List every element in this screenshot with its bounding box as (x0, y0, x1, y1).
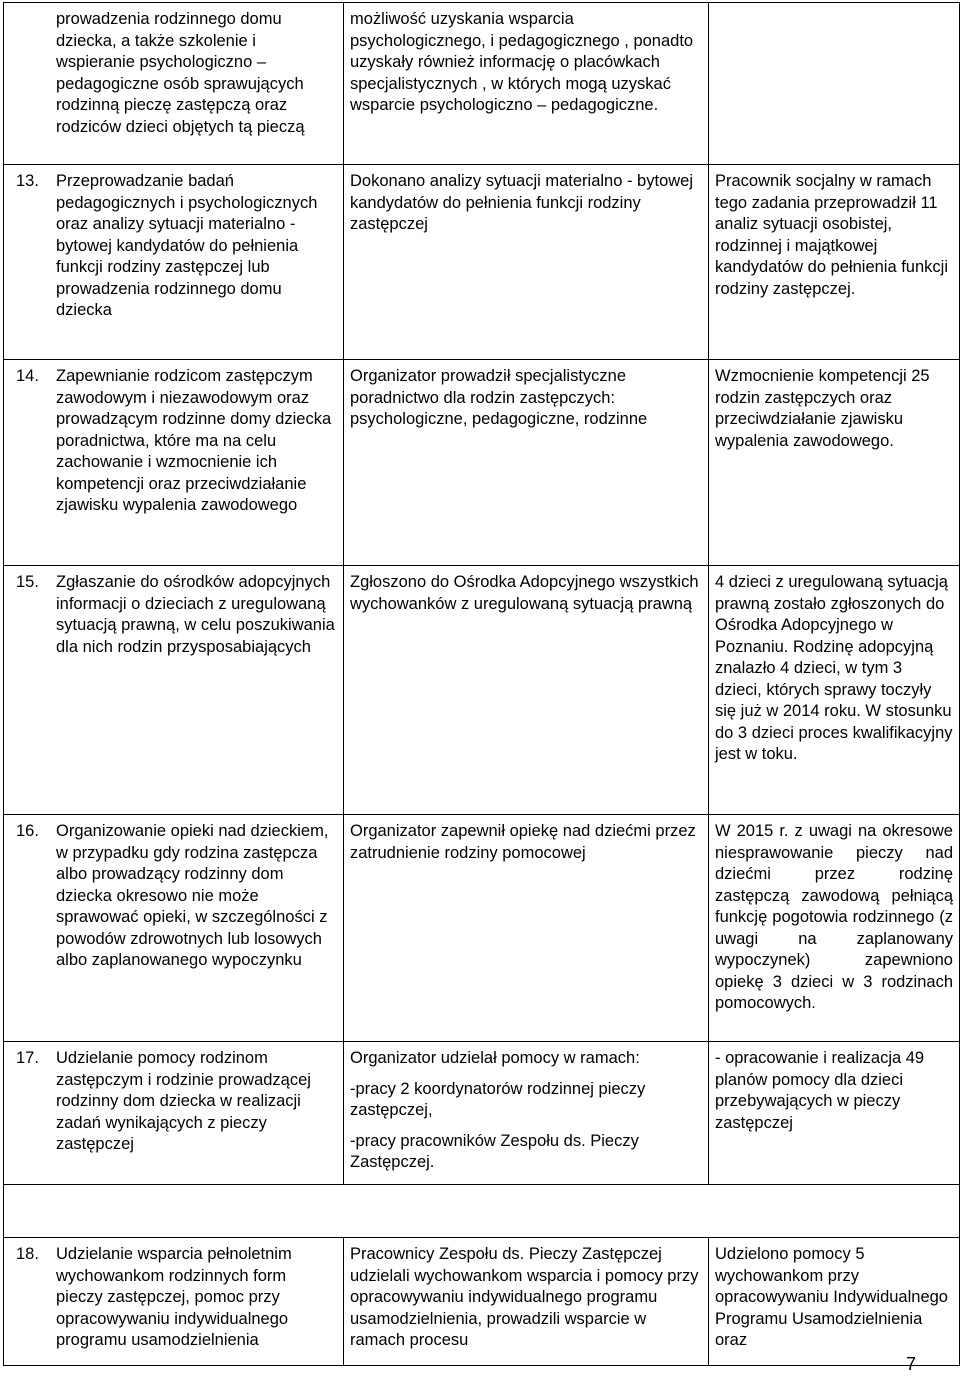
method-cell (344, 3, 709, 165)
task-text: Udzielanie pomocy rodzinom zastępczym i rodzinie prowadzącej rodzinny dom dziecka w realizacji zadań wynikających z pieczy zastępczej (56, 1049, 311, 1153)
table-row (4, 1042, 960, 1185)
method-text: -pracy pracowników Zespołu ds. Pieczy Zastępczej. (350, 1131, 639, 1171)
page-number: 7 (906, 1354, 917, 1374)
result-cell (709, 3, 960, 165)
task-cell (4, 1042, 344, 1185)
result-text: Udzielono pomocy 5 wychowankom przy opracowywaniu Indywidualnego Programu Usamodzielnienia oraz (715, 1245, 948, 1349)
method-text: Organizator zapewnił opiekę nad dziećmi przez zatrudnienie rodziny pomocowej (350, 822, 696, 862)
method-text: Pracownicy Zespołu ds. Pieczy Zastępczej udzielali wychowankom wsparcia i pomocy przy opracowywaniu indywidualnego programu usamodzielnienia, prowadzili wsparcie w ramach procesu (350, 1245, 699, 1349)
table-gap (4, 1185, 960, 1238)
result-cell (709, 1042, 960, 1185)
table-row (4, 3, 960, 165)
row-number (10, 9, 56, 138)
method-cell (344, 1042, 709, 1185)
task-text: Zapewnianie rodzicom zastępczym zawodowym i niezawodowym oraz prowadzącym rodzinne domy dziecka poradnictwa, które ma na celu zachowanie i wzmocnienie ich kompetencji oraz przeciwdziałanie zjawisku wypalenia zawodowego (56, 367, 332, 514)
task-text: Przeprowadzanie badań pedagogicznych i psychologicznych oraz analizy sytuacji materialno - bytowej kandydatów do pełnienia funkcji rodziny zastępczej lub prowadzenia rodzinnego domu dziecka (56, 172, 318, 319)
method-text: Zgłoszono do Ośrodka Adopcyjnego wszystkich wychowanków z uregulowaną sytuacją prawną (350, 573, 699, 613)
method-cell (344, 165, 709, 360)
row-number: 15. (16, 573, 39, 591)
task-text: Udzielanie wsparcia pełnoletnim wychowankom rodzinnych form pieczy zastępczej, pomoc przy opracowywaniu indywidualnego programu usamodzielnienia (56, 1245, 292, 1349)
task-cell (4, 3, 344, 165)
task-cell (4, 165, 344, 360)
result-text: W 2015 r. z uwagi na okresowe niesprawowanie pieczy nad dziećmi przez rodzinę zastępczą zawodową pełniącą funkcję pogotowia rodzinnego (z uwagi na zaplanowany wypoczynek) zapewniono opiekę 3 dzieci w 3 rodzinach pomocowych. (715, 822, 953, 1012)
task-cell (4, 815, 344, 1042)
result-cell (709, 360, 960, 566)
result-cell (709, 1238, 960, 1366)
row-number: 16. (16, 822, 39, 840)
task-text: prowadzenia rodzinnego domu dziecka, a także szkolenie i wspieranie psychologiczno –pedagogiczne osób sprawujących rodzinną pieczę zastępczą oraz rodziców dzieci objętych tą pieczą (56, 10, 305, 136)
row-number: 14. (16, 367, 39, 385)
row-number: 13. (16, 172, 39, 190)
method-cell (344, 360, 709, 566)
method-cell (344, 815, 709, 1042)
method-text: Organizator udzielał pomocy w ramach: (350, 1049, 640, 1067)
task-text: Zgłaszanie do ośrodków adopcyjnych informacji o dzieciach z uregulowaną sytuacją prawną, w celu poszukiwania dla nich rodzin przysposabiających (56, 573, 335, 656)
method-cell (344, 1238, 709, 1366)
result-text: 4 dzieci z uregulowaną sytuacją prawną zostało zgłoszonych do Ośrodka Adopcyjnego w Poznaniu. Rodzinę adopcyjną znalazło 4 dzieci, w tym 3 dzieci, których sprawy toczyły się już w 2014 roku. W stosunku do 3 dzieci proces kwalifikacyjny jest w toku. (715, 573, 953, 763)
table-row (4, 165, 960, 360)
result-cell (709, 165, 960, 360)
method-text: możliwość uzyskania wsparcia psychologicznego, i pedagogicznego , ponadto uzyskały również informację o placówkach specjalistycznych , w których mogą uzyskać wsparcie psychologiczno – pedagogiczne. (350, 10, 694, 114)
result-text: Pracownik socjalny w ramach tego zadania przeprowadził 11 analiz sytuacji osobistej, rodzinnej i majątkowej kandydatów do pełnienia funkcji rodziny zastępczej. (715, 172, 948, 298)
row-number: 17. (16, 1049, 39, 1067)
method-cell (344, 566, 709, 815)
method-text: Dokonano analizy sytuacji materialno - bytowej kandydatów do pełnienia funkcji rodziny zastępczej (350, 172, 694, 233)
result-cell (709, 815, 960, 1042)
task-text: Organizowanie opieki nad dzieckiem, w przypadku gdy rodzina zastępcza albo prowadzący rodzinny dom dziecka okresowo nie może sprawować opieki, w szczególności z powodów zdrowotnych lub losowych albo zaplanowanego wypoczynku (56, 822, 329, 969)
table-row (4, 815, 960, 1042)
task-cell (4, 566, 344, 815)
task-cell (4, 1238, 344, 1366)
result-cell (709, 566, 960, 815)
tasks-table (3, 2, 960, 1366)
method-text: Organizator prowadził specjalistyczne poradnictwo dla rodzin zastępczych: psychologiczne, pedagogiczne, rodzinne (350, 367, 648, 428)
result-text: - opracowanie i realizacja 49 planów pomocy dla dzieci przebywających w pieczy zastępczej (715, 1049, 925, 1132)
method-text: -pracy 2 koordynatorów rodzinnej pieczy zastępczej, (350, 1079, 646, 1119)
task-cell (4, 360, 344, 566)
table-row (4, 360, 960, 566)
result-text: Wzmocnienie kompetencji 25 rodzin zastępczych oraz przeciwdziałanie zjawisku wypalenia zawodowego. (715, 367, 930, 450)
table-row (4, 566, 960, 815)
table-row (4, 1238, 960, 1366)
row-number: 18. (16, 1245, 39, 1263)
